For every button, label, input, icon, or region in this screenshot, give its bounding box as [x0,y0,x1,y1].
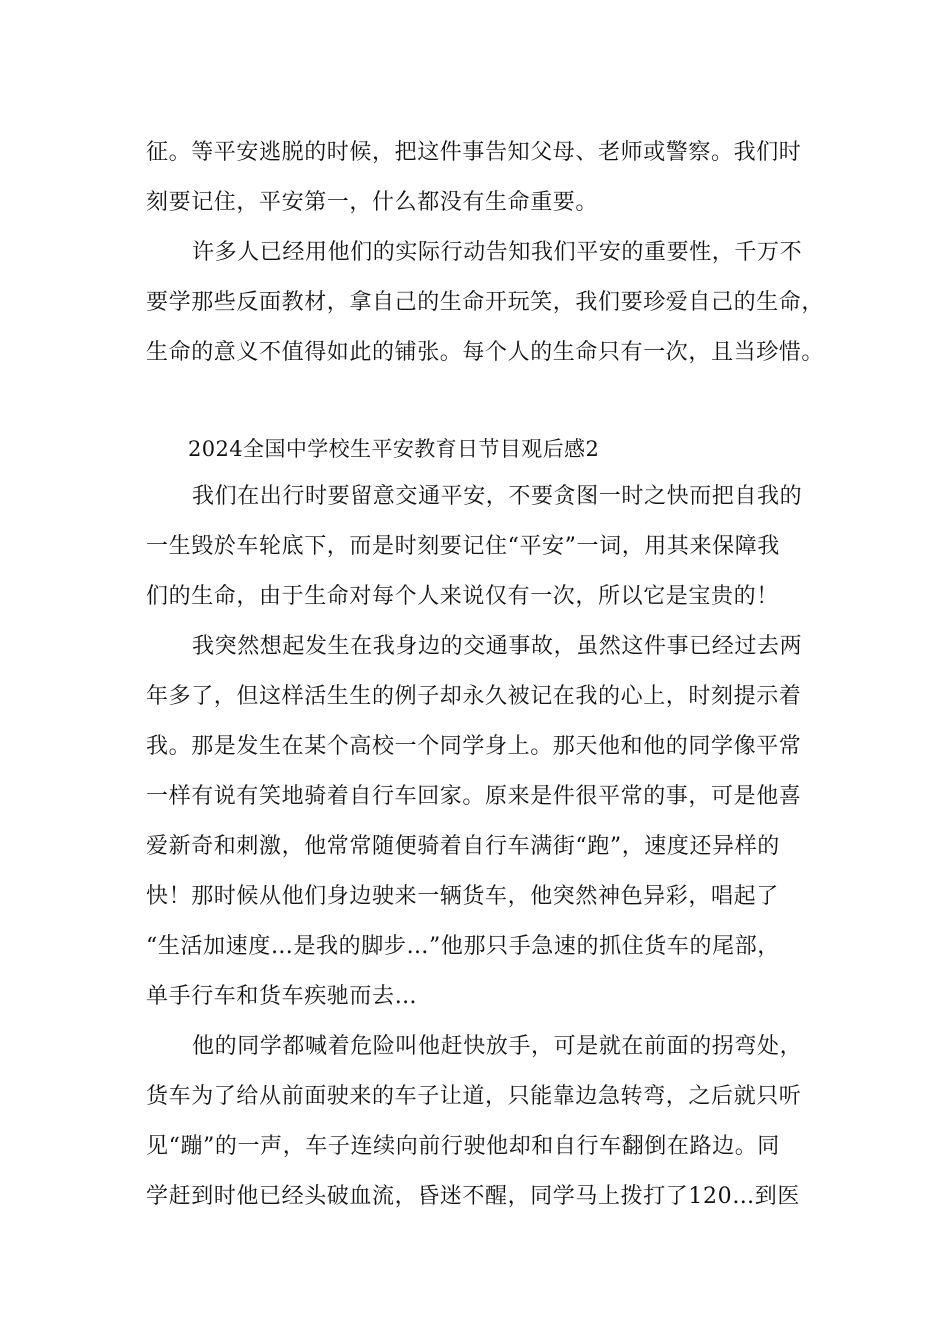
text-line: 他的同学都喊着危险叫他赶快放手，可是就在前面的拐弯处， [192,1034,803,1059]
paragraph-accident-story [146,622,846,1022]
text-line: 我们在出行时要留意交通平安，不要贪图一时之快而把自我的 [192,484,803,509]
section-heading: 2024全国中学校生平安教育日节目观后感2 [188,437,600,461]
text-line: 单手行车和货车疾驰而去… [146,984,418,1009]
text-line: 快！那时候从他们身边驶来一辆货车，他突然神色异彩，唱起了 [146,884,779,909]
text-line: 货车为了给从前面驶来的车子让道，只能靠边急转弯，之后就只听 [146,1084,802,1109]
text-line: 年多了，但这样活生生的例子却永久被记在我的心上，时刻提示着 [146,684,802,709]
text-line: 征。等平安逃脱的时候，把这件事告知父母、老师或警察。我们时 [146,140,802,165]
text-line: 许多人已经用他们的实际行动告知我们平安的重要性，千万不 [192,240,803,265]
text-line: 爱新奇和刺激，他常常随便骑着自行车满街“跑”，速度还异样的 [146,834,780,859]
text-line: 见“蹦”的一声，车子连续向前行驶他却和自行车翻倒在路边。同 [146,1134,780,1159]
text-line: “生活加速度…是我的脚步…”他那只手急速的抓住货车的尾部， [146,934,780,959]
text-line: 我突然想起发生在我身边的交通事故，虽然这件事已经过去两 [192,634,803,659]
paragraph-accident-outcome [146,1022,846,1222]
paragraph-continuation [146,128,846,228]
text-line: 要学那些反面教材，拿自己的生命开玩笑，我们要珍爱自己的生命， [146,290,825,315]
text-line: 我。那是发生在某个高校一个同学身上。那天他和他的同学像平常 [146,734,802,759]
text-line: 一样有说有笑地骑着自行车回家。原来是件很平常的事，可是他喜 [146,784,802,809]
text-line: 们的生命，由于生命对每个人来说仅有一次，所以它是宝贵的！ [146,584,779,609]
text-line: 生命的意义不值得如此的铺张。每个人的生命只有一次，且当珍惜。 [146,340,825,365]
paragraph-traffic-safety [146,472,846,622]
text-line: 一生毁於车轮底下，而是时刻要记住“平安”一词，用其来保障我 [146,534,780,559]
text-line: 学赶到时他已经头破血流，昏迷不醒，同学马上拨打了120…到医 [146,1184,800,1209]
text-line: 刻要记住，平安第一，什么都没有生命重要。 [146,190,599,215]
paragraph-safety-importance [146,228,846,378]
